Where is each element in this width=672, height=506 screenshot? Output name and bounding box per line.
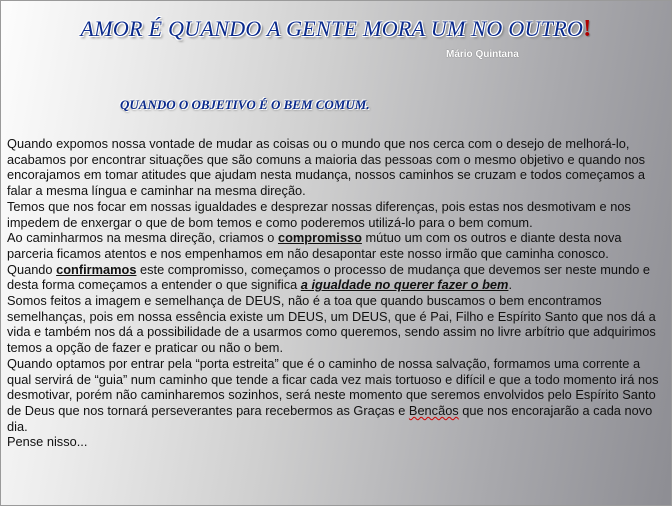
- body-text: [7, 136, 667, 450]
- paragraph-6-end: que nos encorajarão a cada novo dia.: [7, 402, 653, 434]
- paragraph-3-start: Ao caminharmos na mesma direção, criamos o: [7, 230, 278, 246]
- paragraph-5: Somos feitos a imagem e semelhança de DEUS, não é a toa que quando buscamos o bem encontramos semelhanças, pois em nossa essência existe um DEUS, um DEUS, que é Pai, Filho e Espírito Santo que nos dá a vida e também nos dá a possibilidade de a usarmos como queremos, sendo assim no livre arbítrio que adquirimos temos a opção de fazer e praticar ou não o bem.: [7, 293, 656, 356]
- emphasis-igualdade: a igualdade no querer fazer o bem: [300, 277, 509, 293]
- author-name: Mário Quintana: [446, 49, 519, 60]
- keyword-compromisso: compromisso: [277, 230, 362, 246]
- misspelled-word: Bencãos: [408, 402, 459, 418]
- paragraph-3-end: mútuo um com os outros e diante desta nova parceria ficamos atentos e nos empenhamos em não desapontar este nosso irmão que caminha conosco.: [7, 230, 622, 261]
- paragraph-4-start: Quando: [7, 261, 57, 277]
- keyword-confirmamos: confirmamos: [56, 261, 137, 277]
- title-exclamation: !: [583, 16, 592, 42]
- paragraph-1: Quando expomos nossa vontade de mudar as coisas ou o mundo que nos cerca com o desejo de melhorá-lo, acabamos por encontrar situações que são comuns a maioria das pessoas com o mesmo objetivo e quando nos encorajamos em tomar atitudes que ajudam nesta mudança, nossos caminhos se cruzam e todos começamos a falar a mesma língua e caminhar na mesma direção.: [7, 136, 646, 199]
- paragraph-6: [7, 356, 667, 435]
- paragraph-2: Temos que nos focar em nossas igualdades e desprezar nossas diferenças, pois estas nos desmotivam e nos impedem de enxergar o que de bom temos e como poderemos utilizá-lo para o bem comum.: [7, 198, 631, 230]
- paragraph-3: [7, 230, 667, 261]
- paragraph-4-middle: este compromisso, começamos o processo de mudança que devemos ser neste mundo e desta forma começamos a entender o que significa: [7, 261, 651, 293]
- page-title: [0, 16, 672, 43]
- subtitle: QUANDO O OBJETIVO É O BEM COMUM.: [120, 97, 370, 112]
- paragraph-4: [7, 262, 667, 293]
- paragraph-7: Pense nisso...: [7, 434, 88, 450]
- paragraph-6-start: Quando optamos por entrar pela “porta estreita” que é o caminho de nossa salvação, formamos uma corrente a qual servirá de “guia” num caminho que tende a ficar cada vez mais tortuoso e difícil e que a todo momento irá nos desmotivar, porém não caminharemos sozinhos, será neste momento que seremos envolvidos pelo Espírito Santo de Deus que nos tornará perseverantes para recebermos as Graças e: [7, 355, 659, 418]
- title-text: AMOR É QUANDO A GENTE MORA UM NO OUTRO: [80, 16, 584, 41]
- paragraph-4-end: .: [508, 277, 512, 293]
